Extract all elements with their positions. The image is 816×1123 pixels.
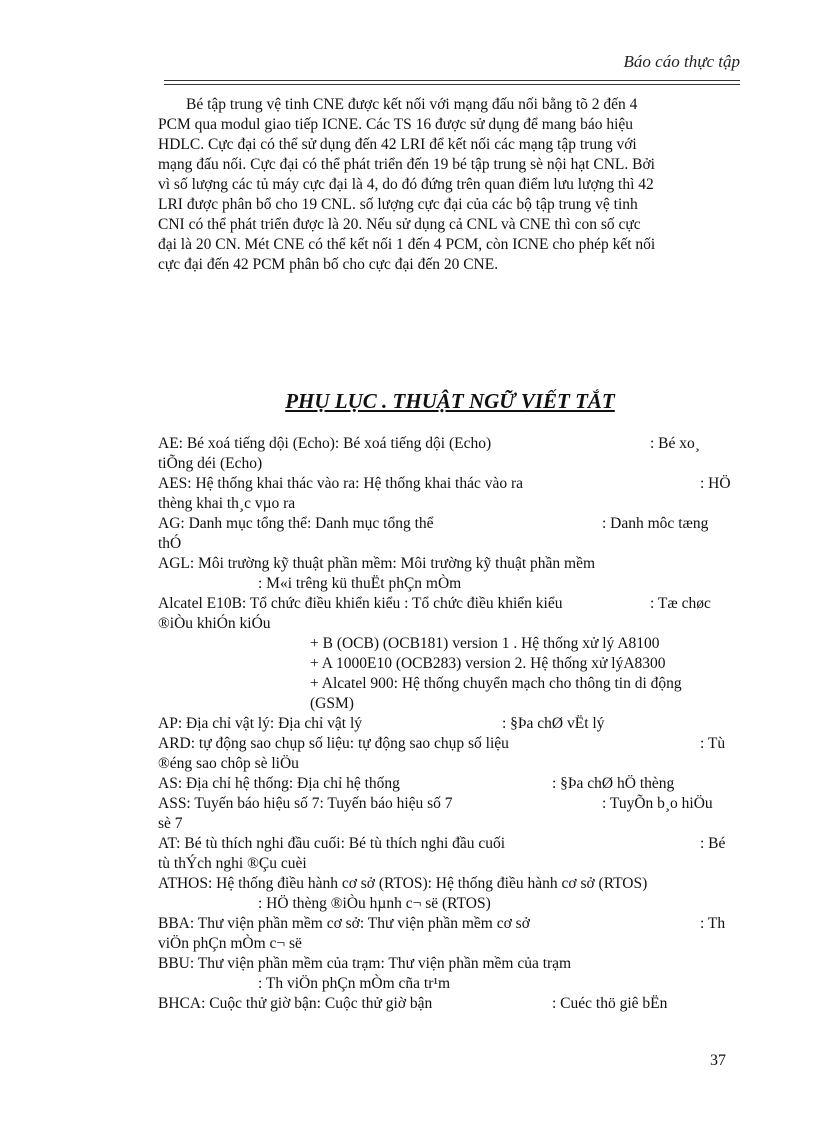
glossary-translation: : §Þa chØ hÖ thèng [552, 775, 675, 792]
header-title: Báo cáo thực tập [623, 52, 740, 71]
glossary-translation: : HÖ [700, 475, 731, 492]
glossary-term: : M«i trêng kü thuËt phÇn mÒm [258, 575, 462, 592]
glossary-term: ATHOS: Hệ thống điều hành cơ sở (RTOS): Hệ thống điều hành cơ sở (RTOS) [158, 875, 648, 892]
glossary-line [158, 774, 738, 794]
glossary-term: thèng khai th¸c vµo ra [158, 495, 296, 512]
header-rule-bottom [164, 84, 740, 85]
glossary-line [158, 654, 738, 674]
appendix-title: PHỤ LỤC . THUẬT NGỮ VIẾT TẮT [285, 389, 615, 413]
glossary-line [158, 934, 738, 954]
glossary-translation: : TuyÕn b¸o hiÖu [602, 795, 713, 812]
intro-paragraph [158, 95, 734, 275]
glossary-term: AT: Bé tù thích nghi đầu cuối: Bé tù thích nghi đầu cuối [158, 835, 506, 852]
glossary-term: + Alcatel 900: Hệ thống chuyển mạch cho thông tin di động [310, 675, 682, 692]
glossary-term: tiÕng déi (Echo) [158, 455, 263, 472]
glossary-line [158, 894, 738, 914]
intro-line: mạng đấu nối. Cực đại có thể phát triển đến 19 bé tập trung sè nội hạt CNL. Bởi [158, 156, 655, 173]
glossary-term: ASS: Tuyến báo hiệu số 7: Tuyến báo hiệu số 7 [158, 795, 453, 812]
glossary-term: sè 7 [158, 815, 183, 832]
glossary-translation: : Bé xo¸ [650, 435, 700, 452]
intro-line: CNI có thể phát triển được là 20. Nếu sử dụng cả CNL và CNE thì con số cực [158, 216, 641, 233]
glossary-translation: : Tæ chøc [650, 595, 711, 612]
header-rule-top [164, 80, 740, 81]
glossary-term: ARD: tự động sao chụp số liệu: tự động sao chụp số liệu [158, 735, 509, 752]
glossary-line [158, 954, 738, 974]
glossary-term: AG: Danh mục tổng thể: Danh mục tổng thể [158, 515, 434, 532]
glossary-line [158, 614, 738, 634]
glossary-term: + A 1000E10 (OCB283) version 2. Hệ thống xử lýA8300 [310, 655, 666, 672]
glossary-line [158, 514, 738, 534]
glossary-line [158, 534, 738, 554]
glossary-line [158, 594, 738, 614]
glossary-translation: : Tù [700, 735, 726, 752]
glossary-line [158, 794, 738, 814]
glossary-term: ®iÒu khiÓn kiÓu [158, 615, 271, 632]
glossary-term: ®éng sao chôp sè liÖu [158, 755, 299, 772]
intro-line: LRI được phân bổ cho 19 CNL. số lượng cực đại của các bộ tập trung vệ tinh [158, 196, 638, 213]
glossary-line [158, 694, 738, 714]
glossary-line [158, 754, 738, 774]
glossary-line [158, 914, 738, 934]
glossary-line [158, 554, 738, 574]
intro-line: PCM qua modul giao tiếp ICNE. Các TS 16 được sử dụng để mang báo hiệu [158, 116, 634, 133]
glossary-translation: : Danh môc tæng [602, 515, 709, 532]
glossary-line [158, 994, 738, 1014]
glossary-list [158, 434, 738, 1014]
glossary-term: AE: Bé xoá tiếng dội (Echo): Bé xoá tiếng dội (Echo) [158, 435, 492, 452]
glossary-term: : HÖ thèng ®iÒu hµnh c¬ së (RTOS) [258, 895, 491, 912]
glossary-term: thÓ [158, 535, 182, 552]
glossary-term: (GSM) [310, 695, 354, 712]
glossary-line [158, 474, 738, 494]
glossary-line [158, 674, 738, 694]
glossary-term: tù thÝch nghi ®Çu cuèi [158, 855, 307, 872]
glossary-line [158, 714, 738, 734]
glossary-term: viÖn phÇn mÒm c¬ së [158, 935, 302, 952]
glossary-term: AES: Hệ thống khai thác vào ra: Hệ thống khai thác vào ra [158, 475, 523, 492]
glossary-term: BHCA: Cuộc thử giờ bận: Cuộc thử giờ bận [158, 995, 433, 1012]
intro-text [158, 95, 734, 275]
glossary-term: : Th viÖn phÇn mÒm cña tr¹m [258, 975, 451, 992]
glossary-line [158, 974, 738, 994]
glossary-line [158, 874, 738, 894]
intro-line: vì số lượng các tủ máy cực đại là 4, do đó đứng trên quan điểm lưu lượng thì 42 [158, 176, 654, 193]
glossary-line [158, 814, 738, 834]
glossary-line [158, 494, 738, 514]
glossary-translation: : Bé [700, 835, 726, 852]
glossary-term: AP: Địa chỉ vật lý: Địa chỉ vật lý [158, 715, 363, 732]
glossary-term: AGL: Môi trường kỹ thuật phần mềm: Môi trường kỹ thuật phần mềm [158, 555, 596, 572]
intro-line: HDLC. Cực đại có thể sử dụng đến 42 LRI để kết nối các mạng tập trung với [158, 136, 637, 153]
page-number: 37 [710, 1052, 726, 1069]
glossary-translation: : Cuéc thö giê bËn [552, 995, 668, 1012]
glossary-translation: : Th [700, 915, 726, 932]
glossary-line [158, 854, 738, 874]
glossary-line [158, 734, 738, 754]
glossary-line [158, 634, 738, 654]
glossary-term: AS: Địa chỉ hệ thống: Địa chỉ hệ thống [158, 775, 400, 792]
intro-line: Bé tập trung vệ tinh CNE được kết nối với mạng đấu nối bằng tõ 2 đến 4 [186, 96, 638, 113]
intro-line: đại là 20 CN. Mét CNE có thể kết nối 1 đến 4 PCM, còn ICNE cho phép kết nối [158, 236, 656, 253]
glossary-line [158, 574, 738, 594]
glossary-term: BBA: Thư viện phần mềm cơ sở: Thư viện phần mềm cơ sở [158, 915, 530, 932]
glossary-translation: : §Þa chØ vËt lý [502, 715, 605, 732]
glossary-term: + B (OCB) (OCB181) version 1 . Hệ thống xử lý A8100 [310, 635, 660, 652]
glossary-term: BBU: Thư viện phần mềm của trạm: Thư viện phần mềm của trạm [158, 955, 572, 972]
glossary-line [158, 454, 738, 474]
glossary-term: Alcatel E10B: Tổ chức điều khiển kiểu : Tổ chức điều khiển kiểu [158, 595, 563, 612]
glossary-line [158, 834, 738, 854]
glossary-line [158, 434, 738, 454]
intro-line: cực đại đến 42 PCM phân bố cho cực đại đến 20 CNE. [158, 256, 499, 273]
